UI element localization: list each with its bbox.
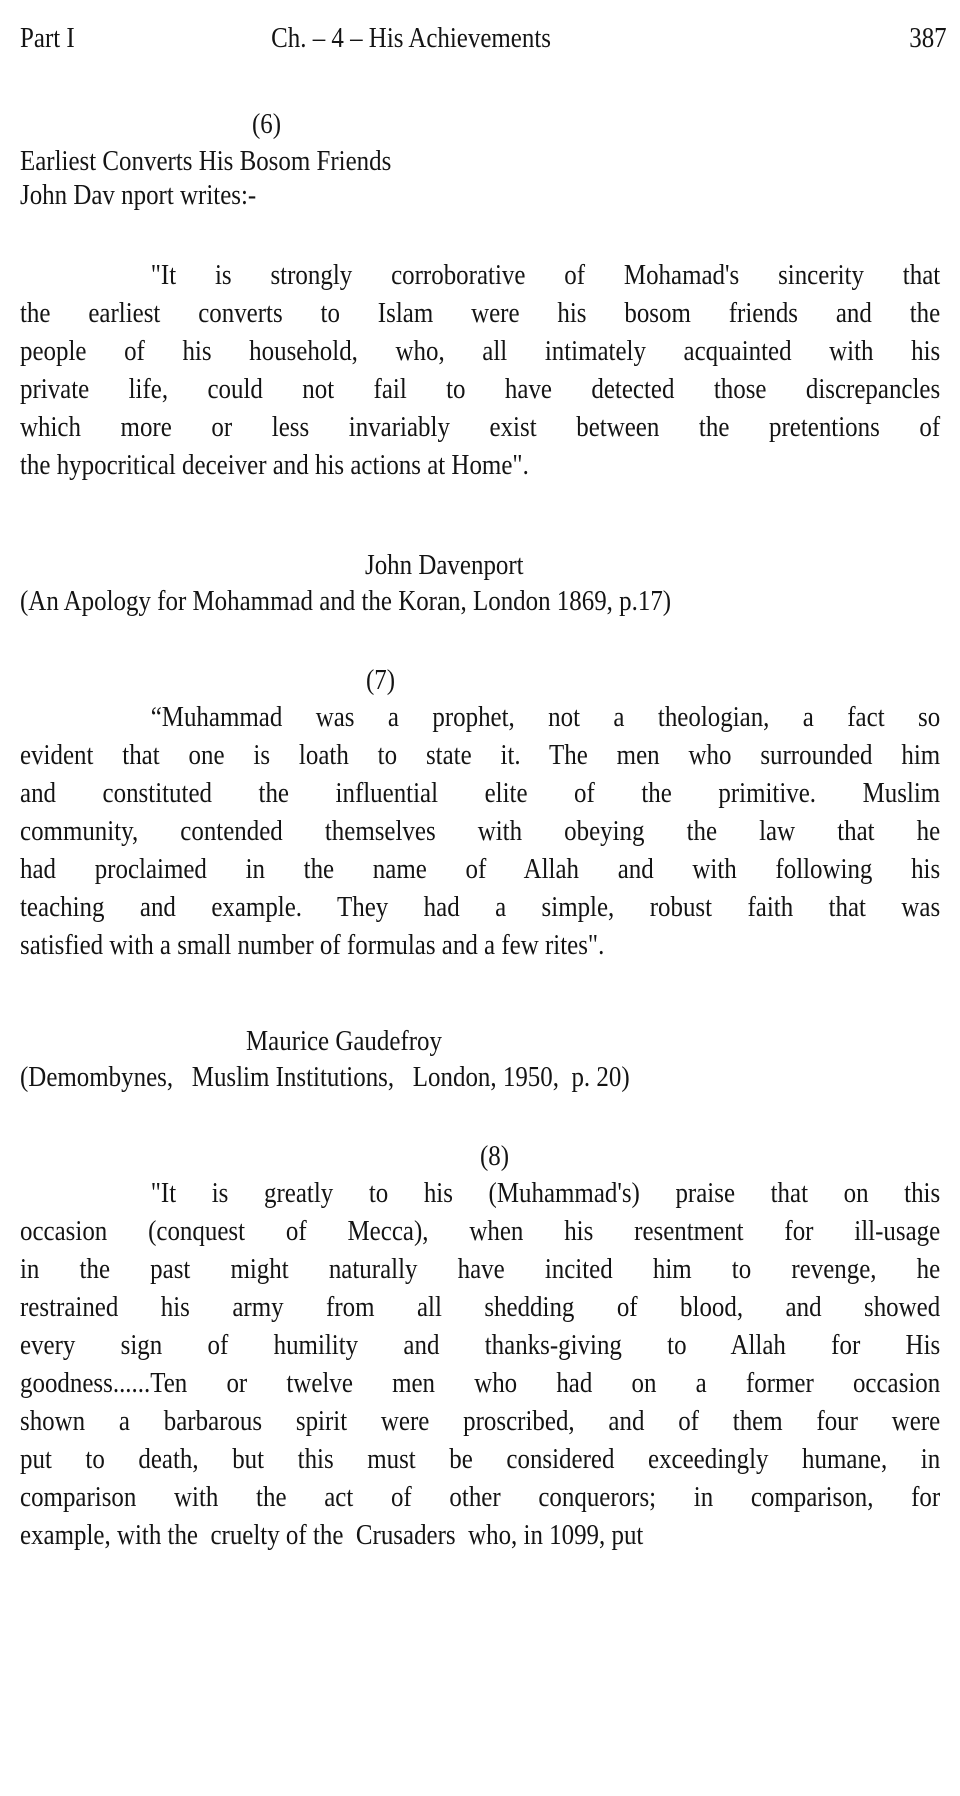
quote-8	[20, 1176, 940, 1556]
quote-line: comparison with the act of other conquerors; in comparison, for	[20, 1481, 941, 1513]
section-number-7: (7)	[366, 664, 396, 696]
quote-line: example, with the cruelty of the Crusaders who, in 1099, put	[20, 1519, 644, 1551]
quote-line: teaching and example. They had a simple, robust faith that was	[20, 891, 941, 923]
quote-line: occasion (conquest of Mecca), when his resentment for ill-usage	[20, 1215, 941, 1247]
quote-line: had proclaimed in the name of Allah and with following his	[20, 853, 941, 885]
quote-line: the earliest converts to Islam were his bosom friends and the	[20, 297, 941, 329]
quote-author: Maurice Gaudefroy	[246, 1025, 442, 1057]
quote-line: restrained his army from all shedding of blood, and showed	[20, 1291, 941, 1323]
quote-line: “Muhammad was a prophet, not a theologian, a fact so	[150, 701, 941, 733]
section-title: Earliest Converts His Bosom Friends	[20, 145, 392, 177]
quote-6	[20, 258, 940, 486]
quote-7	[20, 700, 940, 966]
quote-line: put to death, but this must be considered exceedingly humane, in	[20, 1443, 941, 1475]
quote-source: (Demombynes, Muslim Institutions, London, 1950, p. 20)	[20, 1061, 630, 1093]
quote-line: and constituted the influential elite of the primitive. Muslim	[20, 777, 941, 809]
part-label: Part I	[20, 22, 75, 54]
running-header	[20, 22, 947, 62]
quote-author: John Davenport	[365, 549, 524, 581]
quote-line: "It is greatly to his (Muhammad's) praise that on this	[150, 1177, 941, 1209]
section-intro: John Dav nport writes:-	[20, 179, 257, 211]
quote-line: the hypocritical deceiver and his actions at Home".	[20, 449, 529, 481]
quote-line: in the past might naturally have incited him to revenge, he	[20, 1253, 941, 1285]
quote-line: goodness......Ten or twelve men who had on a former occasion	[20, 1367, 941, 1399]
quote-line: community, contended themselves with obeying the law that he	[20, 815, 941, 847]
page-number: 387	[909, 22, 947, 54]
quote-line: "It is strongly corroborative of Mohamad's sincerity that	[150, 259, 941, 291]
quote-line: every sign of humility and thanks-giving to Allah for His	[20, 1329, 941, 1361]
section-number-8: (8)	[480, 1140, 510, 1172]
quote-line: satisfied with a small number of formulas and a few rites".	[20, 929, 605, 961]
quote-line: shown a barbarous spirit were proscribed, and of them four were	[20, 1405, 941, 1437]
quote-line: private life, could not fail to have detected those discrepancles	[20, 373, 941, 405]
section-number-6: (6)	[252, 108, 282, 140]
quote-line: evident that one is loath to state it. The men who surrounded him	[20, 739, 941, 771]
chapter-title: Ch. – 4 – His Achievements	[271, 22, 551, 54]
quote-source: (An Apology for Mohammad and the Koran, London 1869, p.17)	[20, 585, 672, 617]
quote-line: which more or less invariably exist between the pretentions of	[20, 411, 941, 443]
quote-line: people of his household, who, all intimately acquainted with his	[20, 335, 941, 367]
